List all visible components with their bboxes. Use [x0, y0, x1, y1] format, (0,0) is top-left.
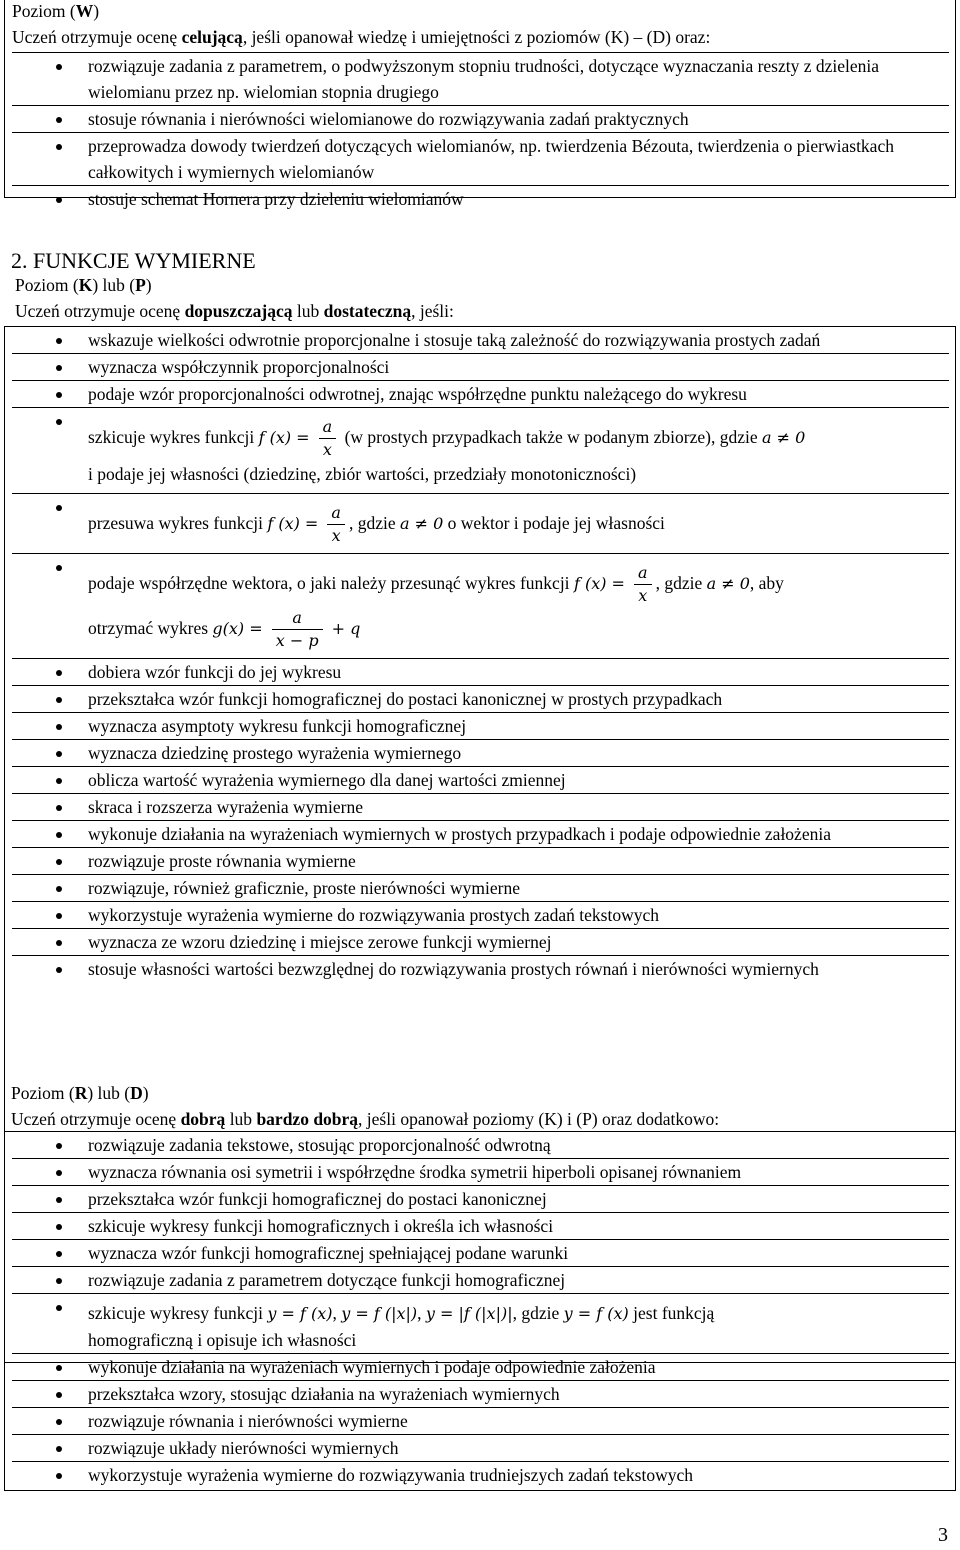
- list-item: rozwiązuje zadania tekstowe, stosując proporcjonalność odwrotną: [12, 1132, 949, 1158]
- list-item: podaje wzór proporcjonalności odwrotnej, znając współrzędne punktu należącego do wykresu: [12, 380, 949, 407]
- list-item: wyznacza ze wzoru dziedzinę i miejsce zerowe funkcji wymiernej: [12, 928, 949, 955]
- list-item: wyznacza wzór funkcji homograficznej spełniającej podane warunki: [12, 1239, 949, 1266]
- list-item: stosuje schemat Hornera przy dzieleniu wielomianów: [12, 185, 949, 212]
- level-kp-list: [12, 327, 949, 982]
- list-item: dobiera wzór funkcji do jej wykresu: [12, 658, 949, 685]
- list-item: rozwiązuje równania i nierówności wymierne: [12, 1407, 949, 1434]
- formula: y = f (x): [563, 1304, 629, 1323]
- list-item: wskazuje wielkości odwrotnie proporcjonalne i stosuje taką zależność do rozwiązywania prostych zadań: [12, 327, 949, 353]
- formula: g(x) = $\frac{a}{x - p}$ + q: [212, 608, 361, 650]
- list-item: wyznacza współczynnik proporcjonalności: [12, 353, 949, 380]
- level-rd-intro: Uczeń otrzymuje ocenę dobrą lub bardzo dobrą, jeśli opanował poziomy (K) i (P) oraz dodatkowo:: [11, 1109, 720, 1129]
- list-item: wyznacza asymptoty wykresu funkcji homograficznej: [12, 712, 949, 739]
- formula: y = |f (|x|)|: [425, 1304, 513, 1323]
- list-item: oblicza wartość wyrażenia wymiernego dla danej wartości zmiennej: [12, 766, 949, 793]
- page-number: 3: [938, 1524, 948, 1546]
- list-item: wykonuje działania na wyrażeniach wymiernych i podaje odpowiednie założenia: [12, 1353, 949, 1380]
- list-item: stosuje własności wartości bezwzględnej do rozwiązywania prostych równań i nierówności wymiernych: [12, 955, 949, 982]
- formula: a ≠ 0: [400, 514, 444, 533]
- list-item: wyznacza dziedzinę prostego wyrażenia wymiernego: [12, 739, 949, 766]
- list-item: szkicuje wykresy funkcji homograficznych i określa ich własności: [12, 1212, 949, 1239]
- list-item: wyznacza równania osi symetrii i współrzędne środka symetrii hiperboli opisanej równaniem: [12, 1158, 949, 1185]
- formula: f (x) = $\frac{a}{x}$: [574, 574, 656, 593]
- formula: a ≠ 0: [762, 428, 806, 447]
- list-item: stosuje równania i nierówności wielomianowe do rozwiązywania zadań praktycznych: [12, 105, 949, 132]
- list-item: wykonuje działania na wyrażeniach wymiernych w prostych przypadkach i podaje odpowiednie założenia: [12, 820, 949, 847]
- level-kp-intro: Uczeń otrzymuje ocenę dopuszczającą lub dostateczną, jeśli:: [15, 301, 454, 321]
- list-item: przesuwa wykres funkcji f (x) = $\frac{a}{x}$ , gdzie a ≠ 0 o wektor i podaje jej własności: [12, 493, 949, 553]
- level-w-box: [4, 0, 956, 209]
- list-item: podaje współrzędne wektora, o jaki należy przesunąć wykres funkcji f (x) = $\frac{a}{x}$ , gdzie a ≠ 0, aby otrzymać wykres g(x) = $\frac{a}{x - p}$ + q: [12, 553, 949, 658]
- formula: f (x) = $\frac{a}{x}$: [267, 514, 349, 533]
- list-item: rozwiązuje, również graficznie, proste nierówności wymierne: [12, 874, 949, 901]
- list-item: przekształca wzory, stosując działania na wyrażeniach wymiernych: [12, 1380, 949, 1407]
- level-rd-header: [11, 1080, 954, 1134]
- level-w-intro: Uczeń otrzymuje ocenę celującą, jeśli opanował wiedzę i umiejętności z poziomów (K) – (D) oraz:: [12, 27, 711, 47]
- section-title: 2. FUNKCJE WYMIERNE: [11, 248, 256, 273]
- list-item: rozwiązuje zadania z parametrem dotyczące funkcji homograficznej: [12, 1266, 949, 1293]
- level-w-heading: Poziom (W): [12, 1, 100, 21]
- list-item: skraca i rozszerza wyrażenia wymierne: [12, 793, 949, 820]
- formula: f (x) = $\frac{a}{x}$: [259, 428, 341, 447]
- list-item: szkicuje wykres funkcji f (x) = $\frac{a}{x}$ (w prostych przypadkach także w podanym zbiorze), gdzie a ≠ 0 i podaje jej własności (dziedzinę, zbiór wartości, przedziały monotoniczności): [12, 407, 949, 493]
- list-item: rozwiązuje zadania z parametrem, o podwyższonym stopniu trudności, dotyczące wyznaczania reszty z dzielenia wielomianu przez np. wielomian stopnia drugiego: [12, 52, 949, 105]
- list-item: przekształca wzór funkcji homograficznej do postaci kanonicznej w prostych przypadkach: [12, 685, 949, 712]
- level-rd-list: [12, 1132, 949, 1488]
- list-item: szkicuje wykresy funkcji y = f (x), y = f (|x|), y = |f (|x|)|, gdzie y = f (x) jest funkcją homograficzną i opisuje ich własności: [12, 1293, 949, 1353]
- formula: y = f (|x|): [341, 1304, 418, 1323]
- formula: y = f (x): [267, 1304, 333, 1323]
- list-item: przekształca wzór funkcji homograficznej do postaci kanonicznej: [12, 1185, 949, 1212]
- level-rd-box: [4, 1131, 956, 1491]
- formula: a ≠ 0: [706, 574, 750, 593]
- list-item: przeprowadza dowody twierdzeń dotyczących wielomianów, np. twierdzenia Bézouta, twierdzenia o pierwiastkach całkowitych i wymiernych wielomianów: [12, 132, 949, 185]
- level-w-list: [12, 52, 949, 212]
- level-rd-heading: Poziom (R) lub (D): [11, 1083, 149, 1103]
- list-item: rozwiązuje proste równania wymierne: [12, 847, 949, 874]
- list-item: rozwiązuje układy nierówności wymiernych: [12, 1434, 949, 1461]
- list-item: wykorzystuje wyrażenia wymierne do rozwiązywania prostych zadań tekstowych: [12, 901, 949, 928]
- level-kp-heading: Poziom (K) lub (P): [15, 275, 152, 295]
- list-item: wykorzystuje wyrażenia wymierne do rozwiązywania trudniejszych zadań tekstowych: [12, 1461, 949, 1488]
